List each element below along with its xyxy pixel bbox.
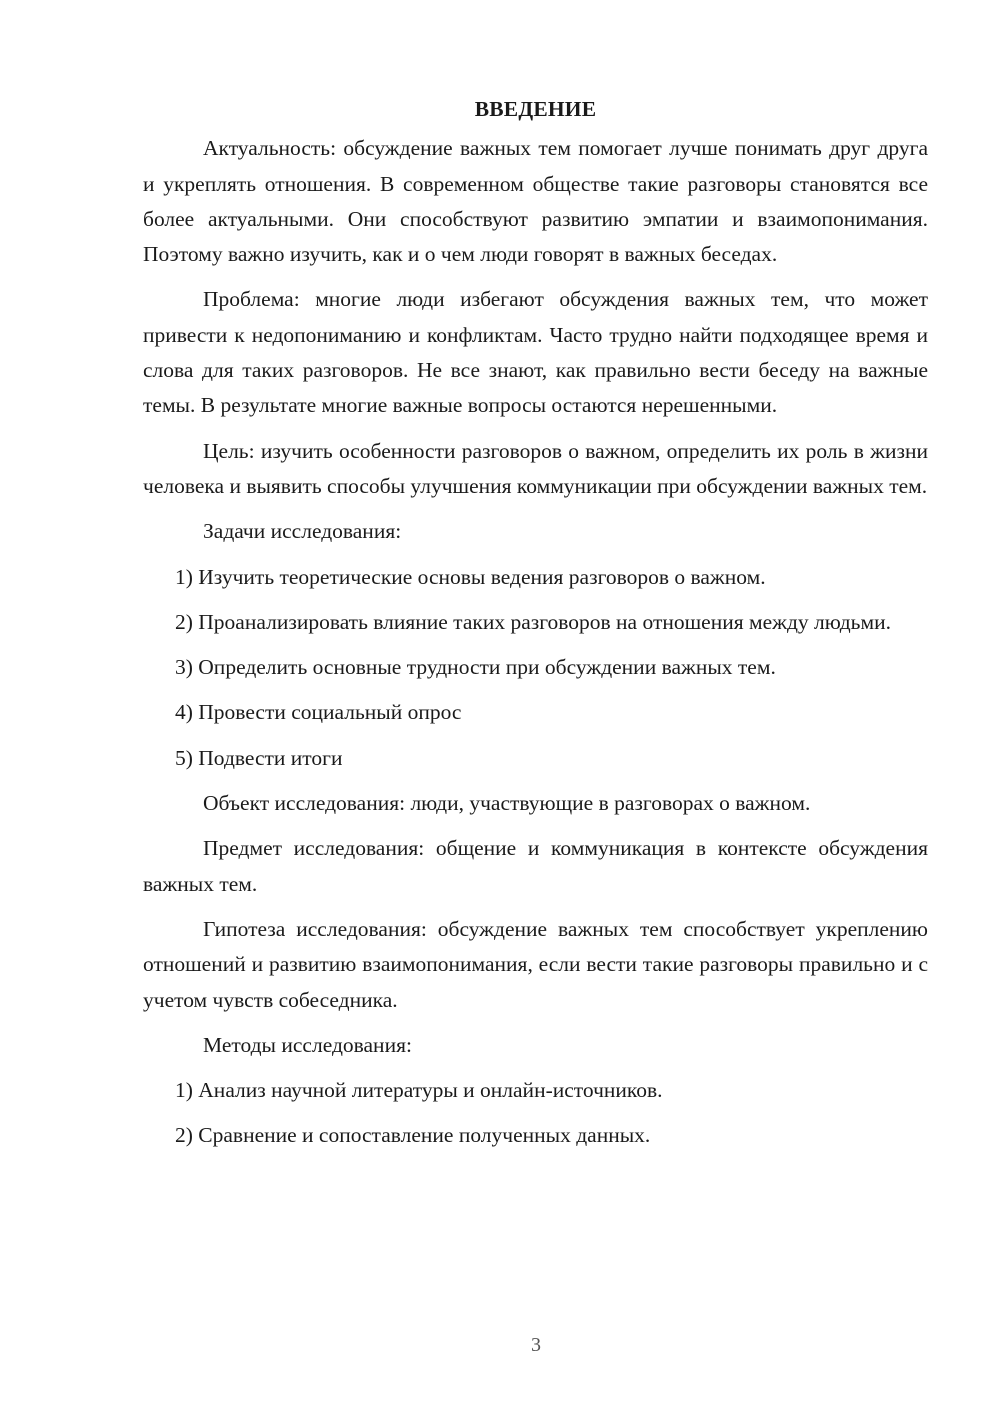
- object-paragraph: Объект исследования: люди, участвующие в разговорах о важном.: [203, 791, 811, 816]
- task-item-4: 4) Провести социальный опрос: [175, 700, 462, 725]
- goal-paragraph: Цель: изучить особенности разговоров о важном, определить их роль в жизни человека и выявить способы улучшения коммуникации при обсуждении важных тем.: [143, 438, 928, 498]
- task-item-2: 2) Проанализировать влияние таких разговоров на отношения между людьми.: [175, 609, 891, 634]
- methods-heading: Методы исследования:: [203, 1032, 412, 1057]
- task-item-1: 1) Изучить теоретические основы ведения разговоров о важном.: [175, 564, 766, 589]
- page-number: 3: [531, 1334, 541, 1356]
- method-item-1: 1) Анализ научной литературы и онлайн-источников.: [175, 1078, 663, 1103]
- section-heading: ВВЕДЕНИЕ: [474, 97, 597, 121]
- problem-paragraph: Проблема: многие люди избегают обсуждения важных тем, что может привести к недопониманию и конфликтам. Часто трудно найти подходящее время и слова для таких разговоров. Не все знают, как правильно вести беседу на важные темы. В результате многие важные вопросы остаются нерешенными.: [143, 287, 928, 418]
- task-item-5: 5) Подвести итоги: [175, 745, 343, 770]
- tasks-heading: Задачи исследования:: [203, 519, 402, 544]
- subject-paragraph: Предмет исследования: общение и коммуникация в контексте обсуждения важных тем.: [143, 836, 928, 896]
- hypothesis-paragraph: Гипотеза исследования: обсуждение важных тем способствует укреплению отношений и развитию взаимопонимания, если вести такие разговоры правильно и с учетом чувств собеседника.: [143, 916, 928, 1012]
- page-content: [143, 92, 928, 1164]
- method-item-2: 2) Сравнение и сопоставление полученных данных.: [175, 1123, 651, 1148]
- task-item-3: 3) Определить основные трудности при обсуждении важных тем.: [175, 655, 776, 680]
- relevance-paragraph: Актуальность: обсуждение важных тем помогает лучше понимать друг друга и укреплять отношения. В современном обществе такие разговоры становятся все более актуальными. Они способствуют развитию эмпатии и взаимопонимания. Поэтому важно изучить, как и о чем люди говорят в важных беседах.: [143, 136, 928, 267]
